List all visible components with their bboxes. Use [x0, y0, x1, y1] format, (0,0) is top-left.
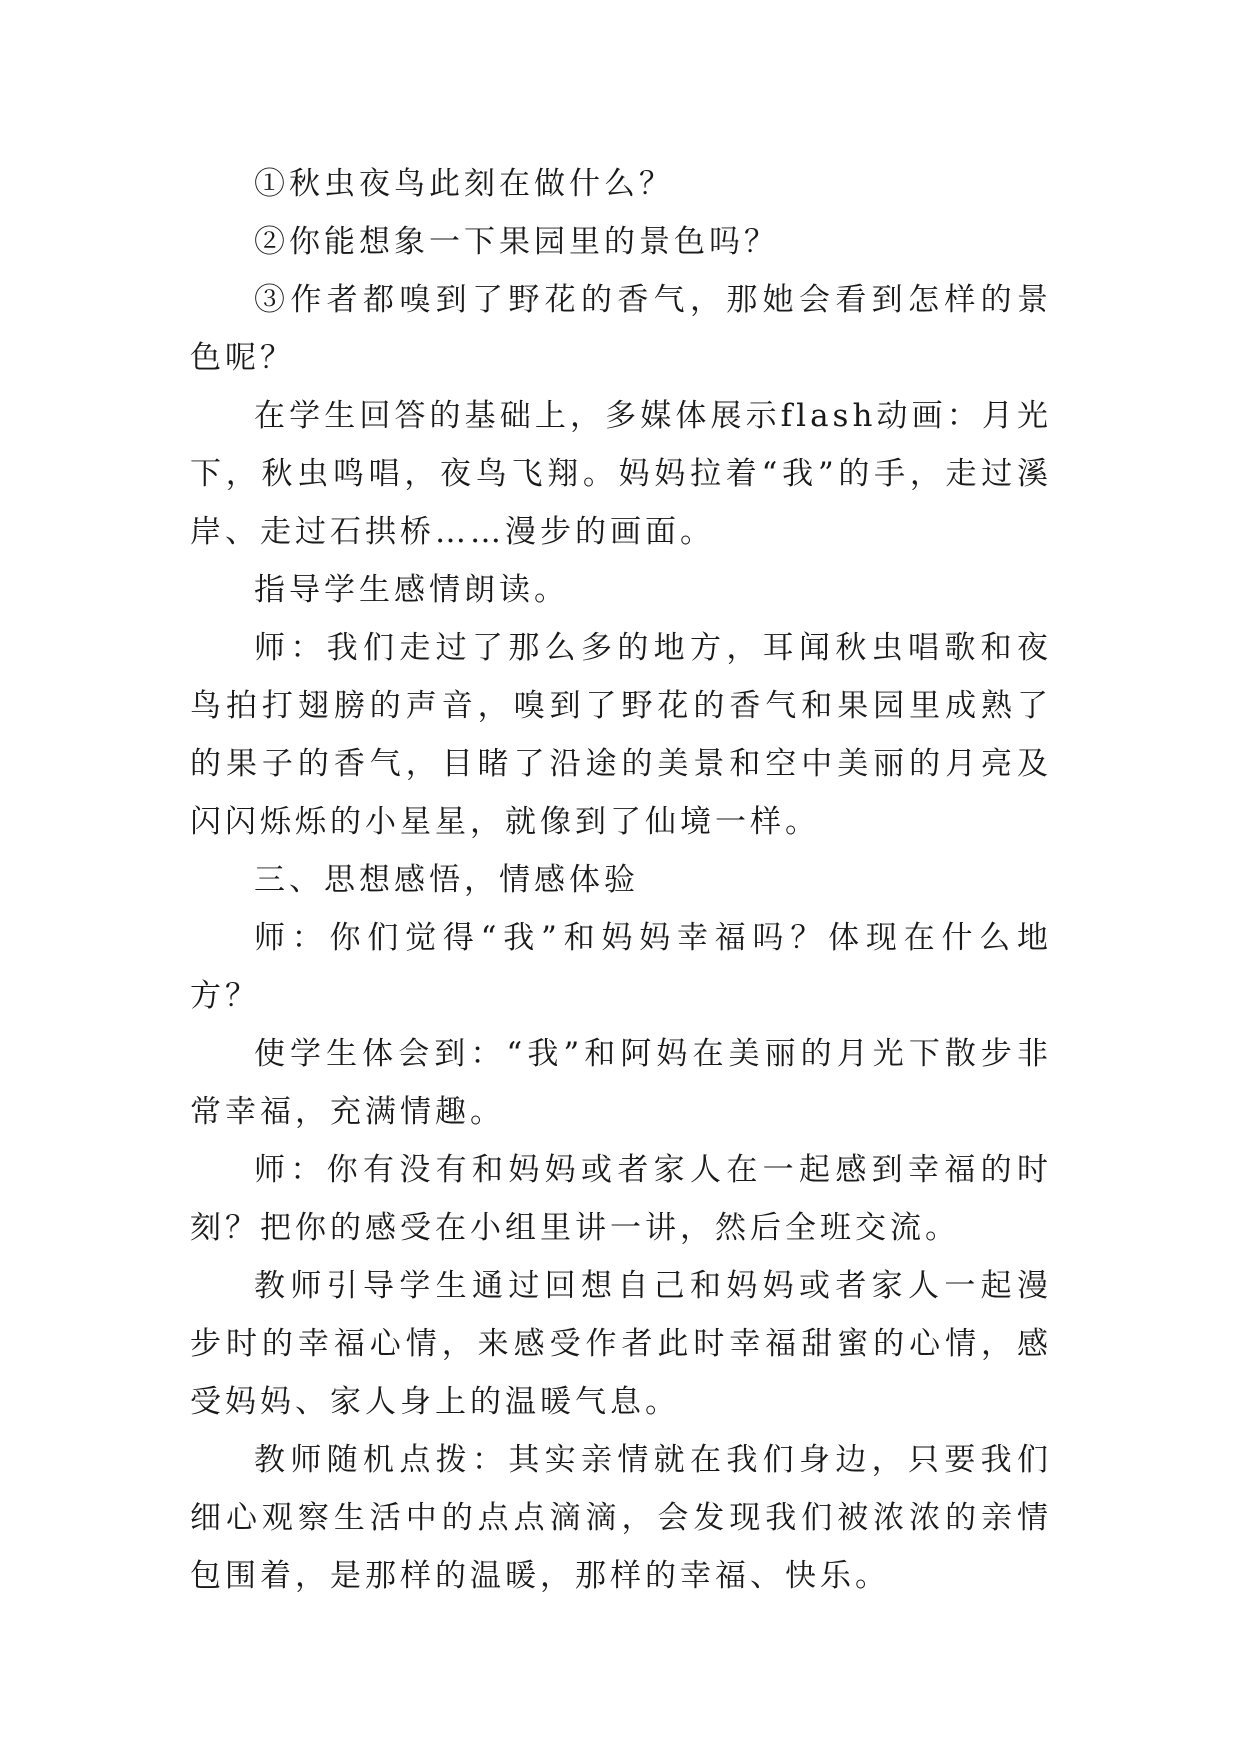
paragraph: 指导学生感情朗读。: [254, 572, 569, 608]
paragraph: 使学生体会到：“我”和阿妈在美丽的月光下散步非常幸福，充满情趣。: [190, 1036, 1052, 1130]
document-body: [190, 155, 1052, 1605]
section-heading: 三、思想感悟，情感体验: [254, 862, 639, 898]
paragraph: 师：你有没有和妈妈或者家人在一起感到幸福的时刻？把你的感受在小组里讲一讲，然后全班交流。: [190, 1152, 1052, 1246]
paragraph: ①秋虫夜鸟此刻在做什么？: [254, 166, 674, 202]
paragraph: 师：你们觉得“我”和妈妈幸福吗？体现在什么地方？: [190, 920, 1052, 1014]
paragraph: ③作者都嗅到了野花的香气，那她会看到怎样的景色呢？: [190, 282, 1052, 376]
paragraph: 在学生回答的基础上，多媒体展示flash动画：月光下，秋虫鸣唱，夜鸟飞翔。妈妈拉着“我”的手，走过溪岸、走过石拱桥……漫步的画面。: [190, 398, 1052, 550]
paragraph: 教师引导学生通过回想自己和妈妈或者家人一起漫步时的幸福心情，来感受作者此时幸福甜蜜的心情，感受妈妈、家人身上的温暖气息。: [190, 1268, 1052, 1420]
paragraph: ②你能想象一下果园里的景色吗？: [254, 224, 779, 260]
paragraph: 师：我们走过了那么多的地方，耳闻秋虫唱歌和夜鸟拍打翅膀的声音，嗅到了野花的香气和果园里成熟了的果子的香气，目睹了沿途的美景和空中美丽的月亮及闪闪烁烁的小星星，就像到了仙境一样。: [190, 630, 1052, 840]
paragraph: 教师随机点拨：其实亲情就在我们身边，只要我们细心观察生活中的点点滴滴，会发现我们被浓浓的亲情包围着，是那样的温暖，那样的幸福、快乐。: [190, 1442, 1052, 1594]
